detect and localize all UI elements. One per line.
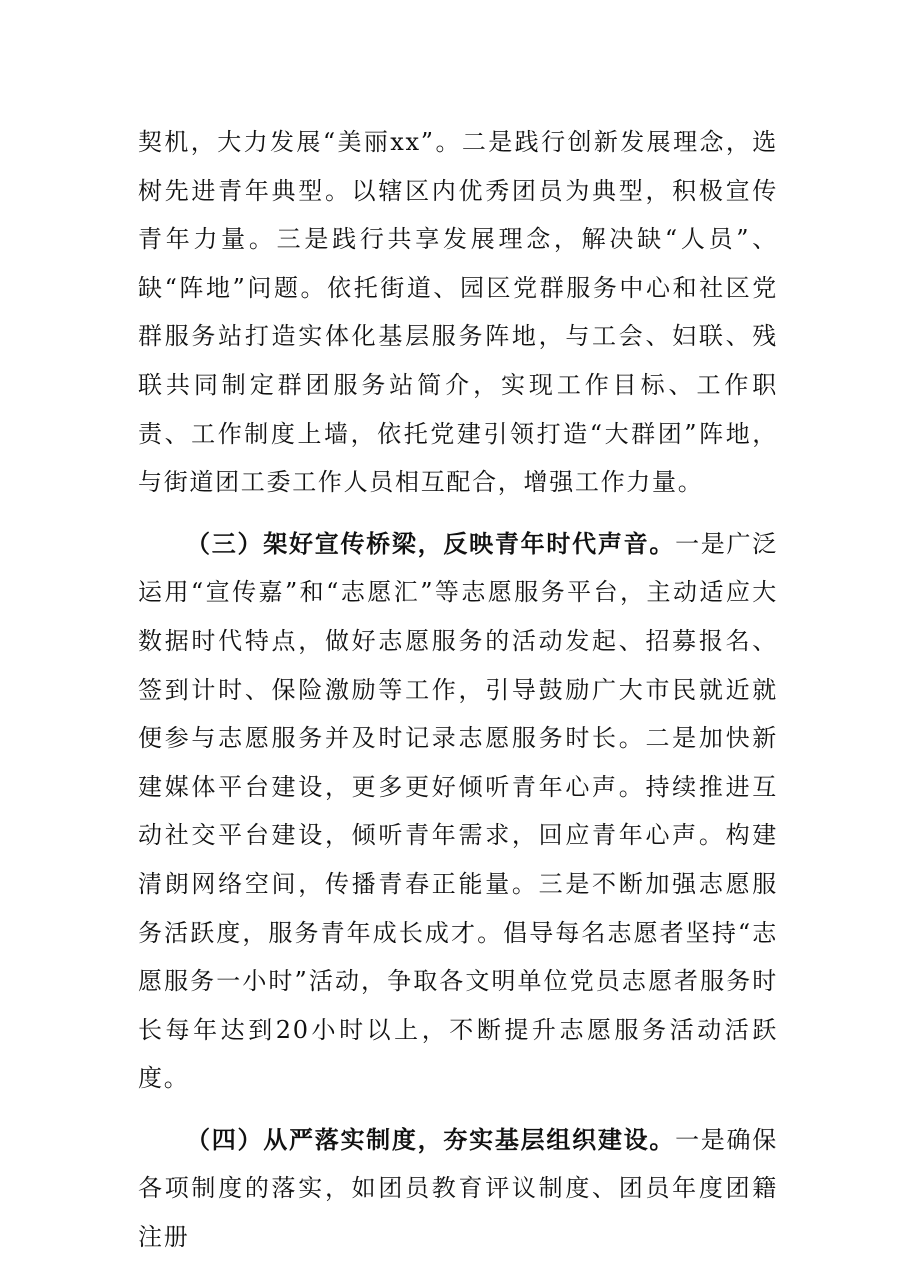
paragraph-section-four [138, 1116, 778, 1262]
document-body [138, 118, 778, 1262]
paragraph-text: 一是确保各项制度的落实，如团员教育评议制度、团员年度团籍注册 [138, 1125, 778, 1252]
paragraph-text: 一是广泛运用“宣传嘉”和“志愿汇”等志愿服务平台，主动适应大数据时代特点，做好志愿服务的活动发起、招募报名、签到计时、保险激励等工作，引导鼓励广大市民就近就便参与志愿服务并及时记录志愿服务时长。二是加快新建媒体平台建设，更多更好倾听青年心声。持续推进互动社交平台建设，倾听青年需求，回应青年心声。构建清朗网络空间，传播青春正能量。三是不断加强志愿服务活跃度，服务青年成长成才。倡导每名志愿者坚持“志愿服务一小时”活动，争取各文明单位党员志愿者服务时长每年达到20小时以上，不断提升志愿服务活动活跃度。 [138, 529, 778, 1093]
paragraph-text: 契机，大力发展“美丽xx”。二是践行创新发展理念，选树先进青年典型。以辖区内优秀团员为典型，积极宣传青年力量。三是践行共享发展理念，解决缺“人员”、缺“阵地”问题。依托街道、园区党群服务中心和社区党群服务站打造实体化基层服务阵地，与工会、妇联、残联共同制定群团服务站简介，实现工作目标、工作职责、工作制度上墙，依托党建引领打造“大群团”阵地，与街道团工委工作人员相互配合，增强工作力量。 [138, 128, 778, 497]
paragraph-continuation [138, 118, 778, 507]
section-heading: （三）架好宣传桥梁，反映青年时代声音。 [186, 528, 676, 558]
section-heading: （四）从严落实制度，夯实基层组织建设。 [186, 1124, 676, 1154]
paragraph-section-three [138, 520, 778, 1103]
